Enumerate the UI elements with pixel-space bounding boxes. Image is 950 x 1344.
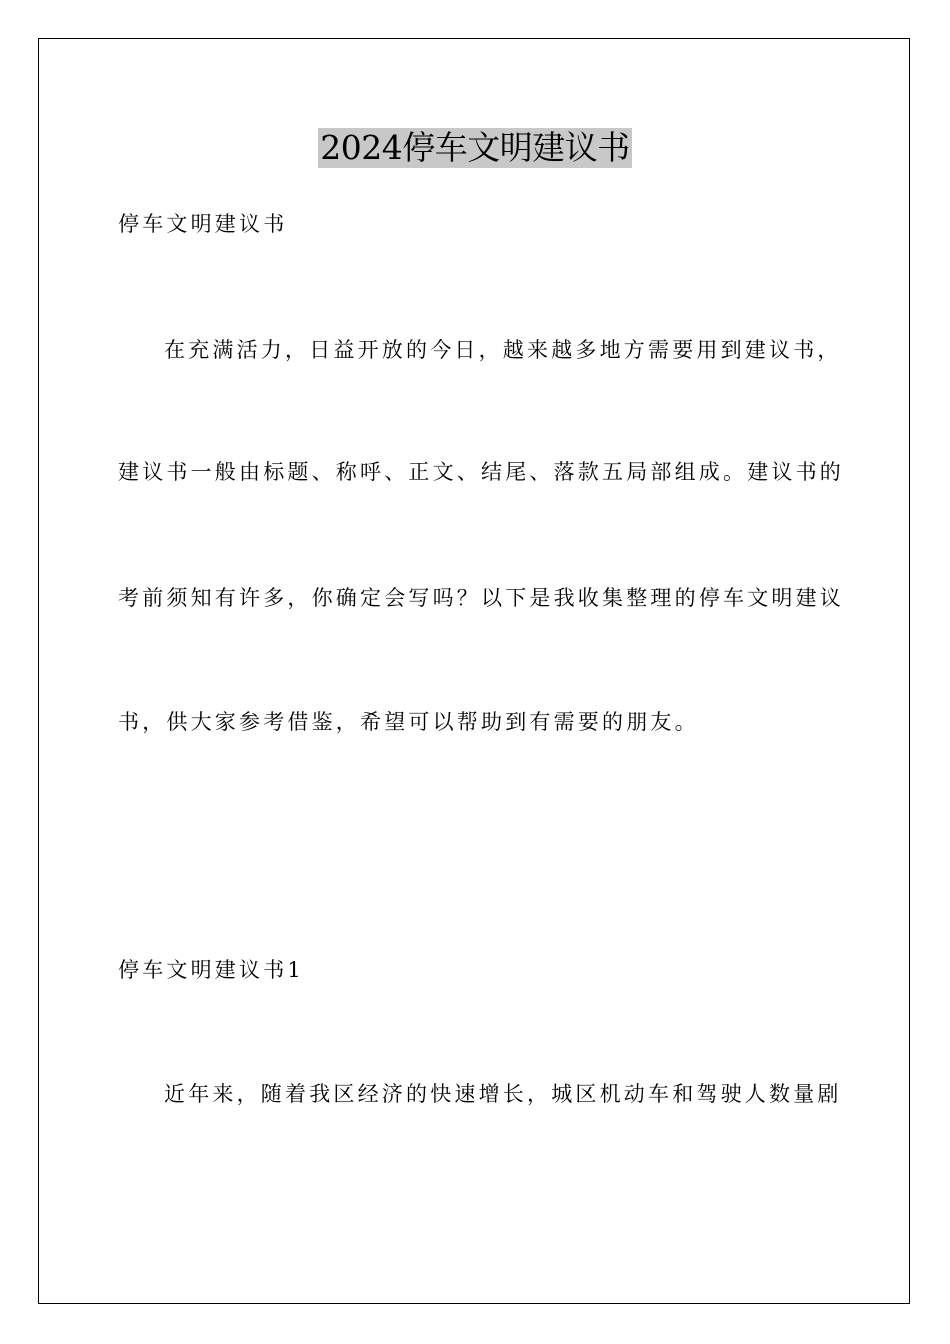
title-container (0, 128, 950, 168)
intro-line-1: 在充满活力，日益开放的今日，越来越多地方需要用到建议书， (164, 338, 842, 362)
intro-line-3: 考前须知有许多，你确定会写吗？以下是我收集整理的停车文明建议 (118, 586, 844, 610)
section-heading: 停车文明建议书1 (118, 958, 304, 982)
section-line-1: 近年来，随着我区经济的快速增长，城区机动车和驾驶人数量剧 (164, 1082, 842, 1106)
document-title: 2024停车文明建议书 (320, 128, 630, 167)
subtitle: 停车文明建议书 (118, 212, 288, 236)
intro-line-2: 建议书一般由标题、称呼、正文、结尾、落款五局部组成。建议书的 (118, 460, 844, 484)
intro-line-4: 书，供大家参考借鉴，希望可以帮助到有需要的朋友。 (118, 710, 699, 734)
